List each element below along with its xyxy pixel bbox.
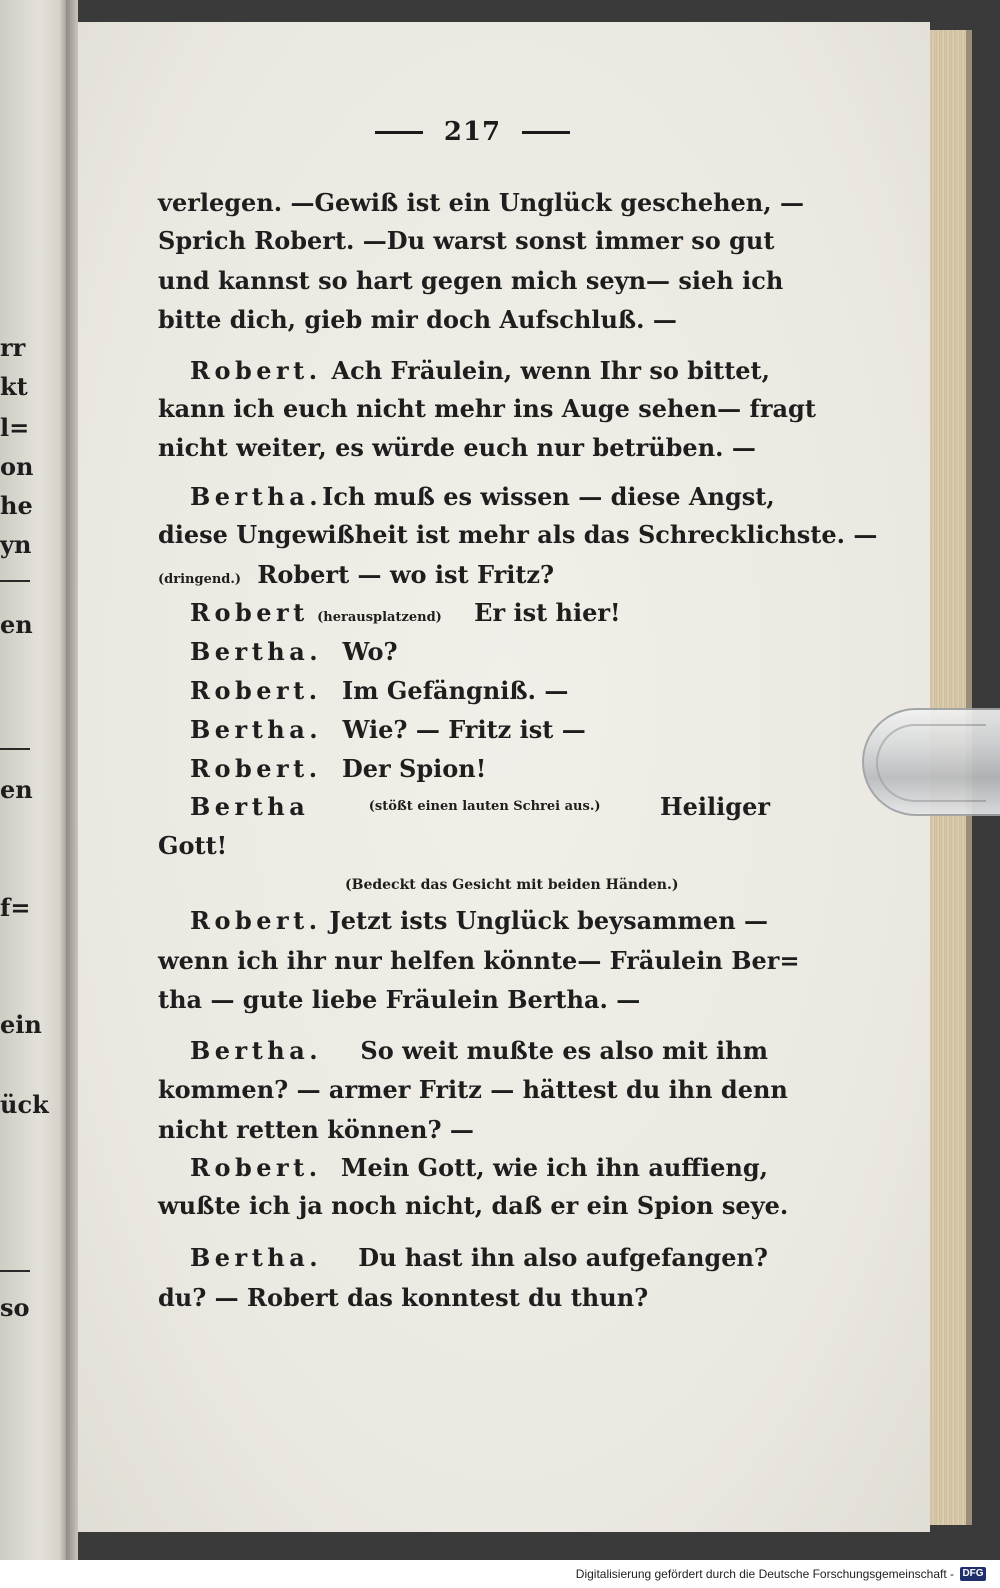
dfg-logo: DFG [960,1567,986,1581]
footer-credit [576,1560,986,1588]
text-line: Bertha. Wie? — Fritz ist — [190,715,586,744]
left-page-fragment: ück [0,1090,49,1119]
stage-direction: (stößt einen lauten Schrei aus.) [368,799,601,814]
left-page-rule [0,1270,30,1272]
text-line: Bertha (stößt einen lauten Schrei aus.) Heiliger [190,792,770,821]
text-line: Sprich Robert. — Du warst sonst immer so gut [158,226,775,255]
text-line: Robert. Mein Gott, wie ich ihn auffieng, [190,1153,768,1182]
text-line [345,866,678,900]
text-line: nicht retten können? — [158,1115,474,1144]
text-line: Gott! [158,831,228,860]
speaker-name: Robert. [190,356,322,385]
text-line: tha — gute liebe Fräulein Bertha. — [158,985,641,1014]
left-page-fragment: yn [0,530,32,559]
left-page-fragment: on [0,452,34,481]
speaker-name: Bertha. [190,1036,323,1065]
footer-text: Digitalisierung gefördert durch die Deutsche Forschungsgemeinschaft - [575,1567,954,1581]
stage-direction: (dringend.) [158,572,242,587]
left-page-fragment: kt [0,372,28,401]
left-page-fragment: ein [0,1010,42,1039]
stage-direction: (herausplatzend) [317,610,442,625]
text-line: Bertha. So weit mußte es also mit ihm [190,1036,768,1065]
stage-direction: (Bedeckt das Gesicht mit beiden Händen.) [345,877,679,893]
text-line: und kannst so hart gegen mich seyn — sieh ich [158,266,784,295]
text-line: (dringend.) Robert — wo ist Fritz? [158,560,555,589]
page-clip-highlight [876,724,986,802]
left-page-rule [0,748,30,750]
left-page-rule [0,580,30,582]
text-line: verlegen. — Gewiß ist ein Unglück geschehen, — [158,188,804,217]
text-line: Robert. Im Gefängniß. — [190,676,569,705]
text-line: Bertha. Du hast ihn also aufgefangen? [190,1243,768,1272]
speaker-name: Robert. [190,754,322,783]
header-dash-left [375,131,423,134]
header-dash-right [522,131,570,134]
text-line: diese Ungewißheit ist mehr als das Schrecklichste. — [158,520,878,549]
text-line: nicht weiter, es würde euch nur betrüben. — [158,433,756,462]
text-line: wenn ich ihr nur helfen könnte — Fräulein Ber= [158,946,800,975]
page-number: 217 [443,117,502,147]
speaker-name: Robert [190,598,309,627]
text-line: kommen? — armer Fritz — hättest du ihn denn [158,1075,788,1104]
left-page-fragment: l= [0,413,30,442]
page-header [375,112,570,152]
left-page-fragment: so [0,1293,30,1322]
speaker-name: Bertha. [190,715,323,744]
text-line: du? — Robert das konntest du thun? [158,1283,649,1312]
text-line: Robert. Der Spion! [190,754,487,783]
left-page-fragment: en [0,610,33,639]
left-page-fragment: rr [0,333,26,362]
speaker-name: Bertha. [190,482,323,511]
text-line: Robert. Jetzt ists Unglück beysammen — [190,906,768,935]
speaker-name: Bertha. [190,637,323,666]
text-line: Robert. Ach Fräulein, wenn Ihr so bittet, [190,356,770,385]
left-page-fragment: en [0,775,33,804]
book-gutter [66,0,78,1560]
text-line: Bertha. Wo? [190,637,398,666]
text-line: wußte ich ja noch nicht, daß er ein Spion seye. [158,1191,789,1220]
speaker-name: Robert. [190,906,322,935]
page-clip [862,708,1000,816]
previous-page-edge [0,0,66,1560]
text-line: bitte dich, gieb mir doch Aufschluß. — [158,305,677,334]
left-page-fragment: he [0,491,33,520]
speaker-name: Robert. [190,676,322,705]
left-page-fragment: f= [0,893,31,922]
text-line: kann ich euch nicht mehr ins Auge sehen — fragt [158,394,816,423]
speaker-name: Robert. [190,1153,322,1182]
speaker-name: Bertha. [190,1243,323,1272]
text-line: Bertha. Ich muß es wissen — diese Angst, [190,482,775,511]
speaker-name: Bertha [190,792,310,821]
text-line: Robert (herausplatzend) Er ist hier! [190,598,621,627]
